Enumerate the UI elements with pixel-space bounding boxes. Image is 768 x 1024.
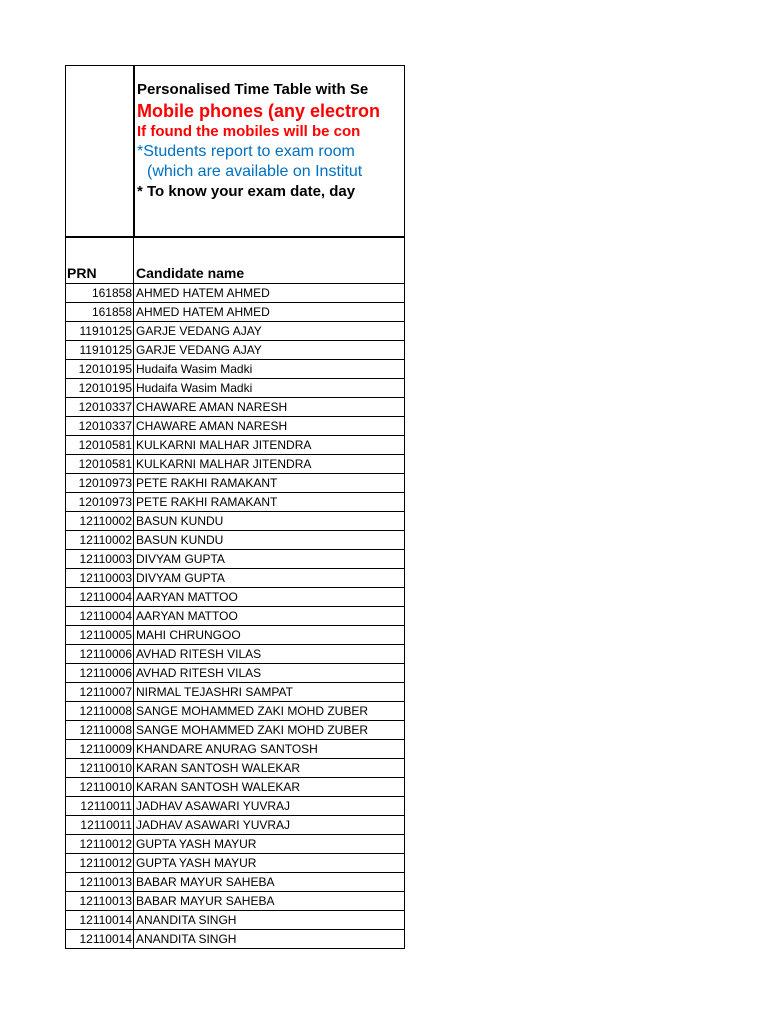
table-row (66, 892, 404, 911)
candidate-name-cell: BASUN KUNDU (136, 514, 224, 528)
report-instruction: *Students report to exam room (137, 143, 355, 160)
prn-cell: 12110012 (66, 854, 134, 872)
table-row (66, 702, 404, 721)
candidate-name-cell: AHMED HATEM AHMED (136, 305, 270, 319)
candidate-name-cell: GARJE VEDANG AJAY (136, 343, 262, 357)
prn-cell: 12110013 (66, 873, 134, 891)
candidate-name-column-header: Candidate name (136, 265, 245, 281)
candidate-name-cell: Hudaifa Wasim Madki (136, 362, 253, 376)
prn-cell: 12110003 (66, 569, 134, 587)
candidate-name-cell: JADHAV ASAWARI YUVRAJ (136, 818, 291, 832)
candidate-name-cell: AARYAN MATTOO (136, 609, 238, 623)
candidate-name-cell: AARYAN MATTOO (136, 590, 238, 604)
prn-cell: 12110014 (66, 911, 134, 929)
prn-cell: 12110008 (66, 721, 134, 739)
candidate-name-cell: CHAWARE AMAN NARESH (136, 419, 288, 433)
table-row (66, 303, 404, 322)
candidate-name-cell: GARJE VEDANG AJAY (136, 324, 262, 338)
prn-cell: 12110012 (66, 835, 134, 853)
candidate-name-cell: BASUN KUNDU (136, 533, 224, 547)
prn-cell: 12010337 (66, 398, 134, 416)
table-row (66, 398, 404, 417)
header-divider (133, 66, 135, 236)
table-row (66, 379, 404, 398)
prn-cell: 12110008 (66, 702, 134, 720)
table-row (66, 360, 404, 379)
prn-cell: 12010973 (66, 474, 134, 492)
availability-note: (which are available on Institut (147, 163, 363, 180)
candidate-name-cell: DIVYAM GUPTA (136, 571, 225, 585)
table-row (66, 531, 404, 550)
candidate-name-cell: BABAR MAYUR SAHEBA (136, 875, 275, 889)
prn-cell: 12110010 (66, 759, 134, 777)
candidate-name-cell: GUPTA YASH MAYUR (136, 856, 257, 870)
table-row (66, 873, 404, 892)
candidate-name-cell: JADHAV ASAWARI YUVRAJ (136, 799, 291, 813)
prn-cell: 12010337 (66, 417, 134, 435)
header-block (65, 65, 405, 238)
prn-cell: 12010973 (66, 493, 134, 511)
prn-cell: 12110009 (66, 740, 134, 758)
table-row (66, 588, 404, 607)
candidate-name-cell: KHANDARE ANURAG SANTOSH (136, 742, 318, 756)
prn-cell: 12110002 (66, 531, 134, 549)
timetable-title: Personalised Time Table with Se (137, 81, 369, 98)
table-row (66, 835, 404, 854)
table-row (66, 664, 404, 683)
table-row (66, 626, 404, 645)
table-row (66, 550, 404, 569)
candidate-name-cell: AVHAD RITESH VILAS (136, 647, 262, 661)
table-row (66, 721, 404, 740)
table-row (66, 512, 404, 531)
table-row (66, 740, 404, 759)
table-row (66, 341, 404, 360)
table-row (66, 854, 404, 873)
candidate-name-cell: SANGE MOHAMMED ZAKI MOHD ZUBER (136, 723, 369, 737)
prn-cell: 12010581 (66, 436, 134, 454)
prn-cell: 12110011 (66, 797, 134, 815)
candidate-name-cell: PETE RAKHI RAMAKANT (136, 476, 278, 490)
candidate-name-cell: AHMED HATEM AHMED (136, 286, 270, 300)
candidate-name-cell: MAHI CHRUNGOO (136, 628, 241, 642)
prn-column-header: PRN (66, 238, 134, 283)
candidate-name-cell: Hudaifa Wasim Madki (136, 381, 253, 395)
candidate-name-cell: NIRMAL TEJASHRI SAMPAT (136, 685, 293, 699)
table-row (66, 683, 404, 702)
table-row (66, 816, 404, 835)
prn-cell: 11910125 (66, 322, 134, 340)
candidate-name-cell: DIVYAM GUPTA (136, 552, 225, 566)
table-row (66, 930, 404, 949)
column-header-row (65, 238, 405, 284)
table-row (66, 322, 404, 341)
prn-cell: 12110007 (66, 683, 134, 701)
table-row (66, 797, 404, 816)
candidate-name-cell: BABAR MAYUR SAHEBA (136, 894, 275, 908)
table-row (66, 911, 404, 930)
prn-cell: 12010581 (66, 455, 134, 473)
table-row (66, 284, 404, 303)
candidate-name-cell: AVHAD RITESH VILAS (136, 666, 262, 680)
prn-cell: 12110004 (66, 607, 134, 625)
table-row (66, 607, 404, 626)
header-text (137, 80, 404, 202)
table-row (66, 474, 404, 493)
exam-date-note: * To know your exam date, day (137, 183, 356, 200)
prn-cell: 12010195 (66, 379, 134, 397)
candidate-name-cell: ANANDITA SINGH (136, 913, 237, 927)
prn-cell: 12110004 (66, 588, 134, 606)
candidate-name-cell: KULKARNI MALHAR JITENDRA (136, 457, 312, 471)
prn-cell: 12110002 (66, 512, 134, 530)
prn-cell: 12110010 (66, 778, 134, 796)
prn-cell: 12110006 (66, 664, 134, 682)
table-row (66, 778, 404, 797)
candidate-name-cell: KULKARNI MALHAR JITENDRA (136, 438, 312, 452)
candidate-rows (65, 284, 405, 949)
candidate-name-cell: KARAN SANTOSH WALEKAR (136, 780, 301, 794)
table-row (66, 417, 404, 436)
candidate-name-cell: GUPTA YASH MAYUR (136, 837, 257, 851)
prn-cell: 11910125 (66, 341, 134, 359)
candidate-name-cell: KARAN SANTOSH WALEKAR (136, 761, 301, 775)
prn-cell: 12110003 (66, 550, 134, 568)
prn-cell: 12110006 (66, 645, 134, 663)
prn-cell: 12010195 (66, 360, 134, 378)
prn-cell: 161858 (66, 303, 134, 321)
candidate-name-cell: SANGE MOHAMMED ZAKI MOHD ZUBER (136, 704, 369, 718)
prn-cell: 12110013 (66, 892, 134, 910)
prn-cell: 12110014 (66, 930, 134, 948)
prn-cell: 161858 (66, 284, 134, 302)
table-row (66, 759, 404, 778)
prn-cell: 12110005 (66, 626, 134, 644)
candidate-name-cell: CHAWARE AMAN NARESH (136, 400, 288, 414)
mobile-warning: Mobile phones (any electron (137, 101, 381, 121)
table-row (66, 436, 404, 455)
prn-cell: 12110011 (66, 816, 134, 834)
timetable-sheet (65, 65, 405, 949)
candidate-name-cell: PETE RAKHI RAMAKANT (136, 495, 278, 509)
table-row (66, 569, 404, 588)
confiscation-warning: If found the mobiles will be con (137, 123, 361, 140)
candidate-name-cell: ANANDITA SINGH (136, 932, 237, 946)
table-row (66, 493, 404, 512)
table-row (66, 455, 404, 474)
table-row (66, 645, 404, 664)
